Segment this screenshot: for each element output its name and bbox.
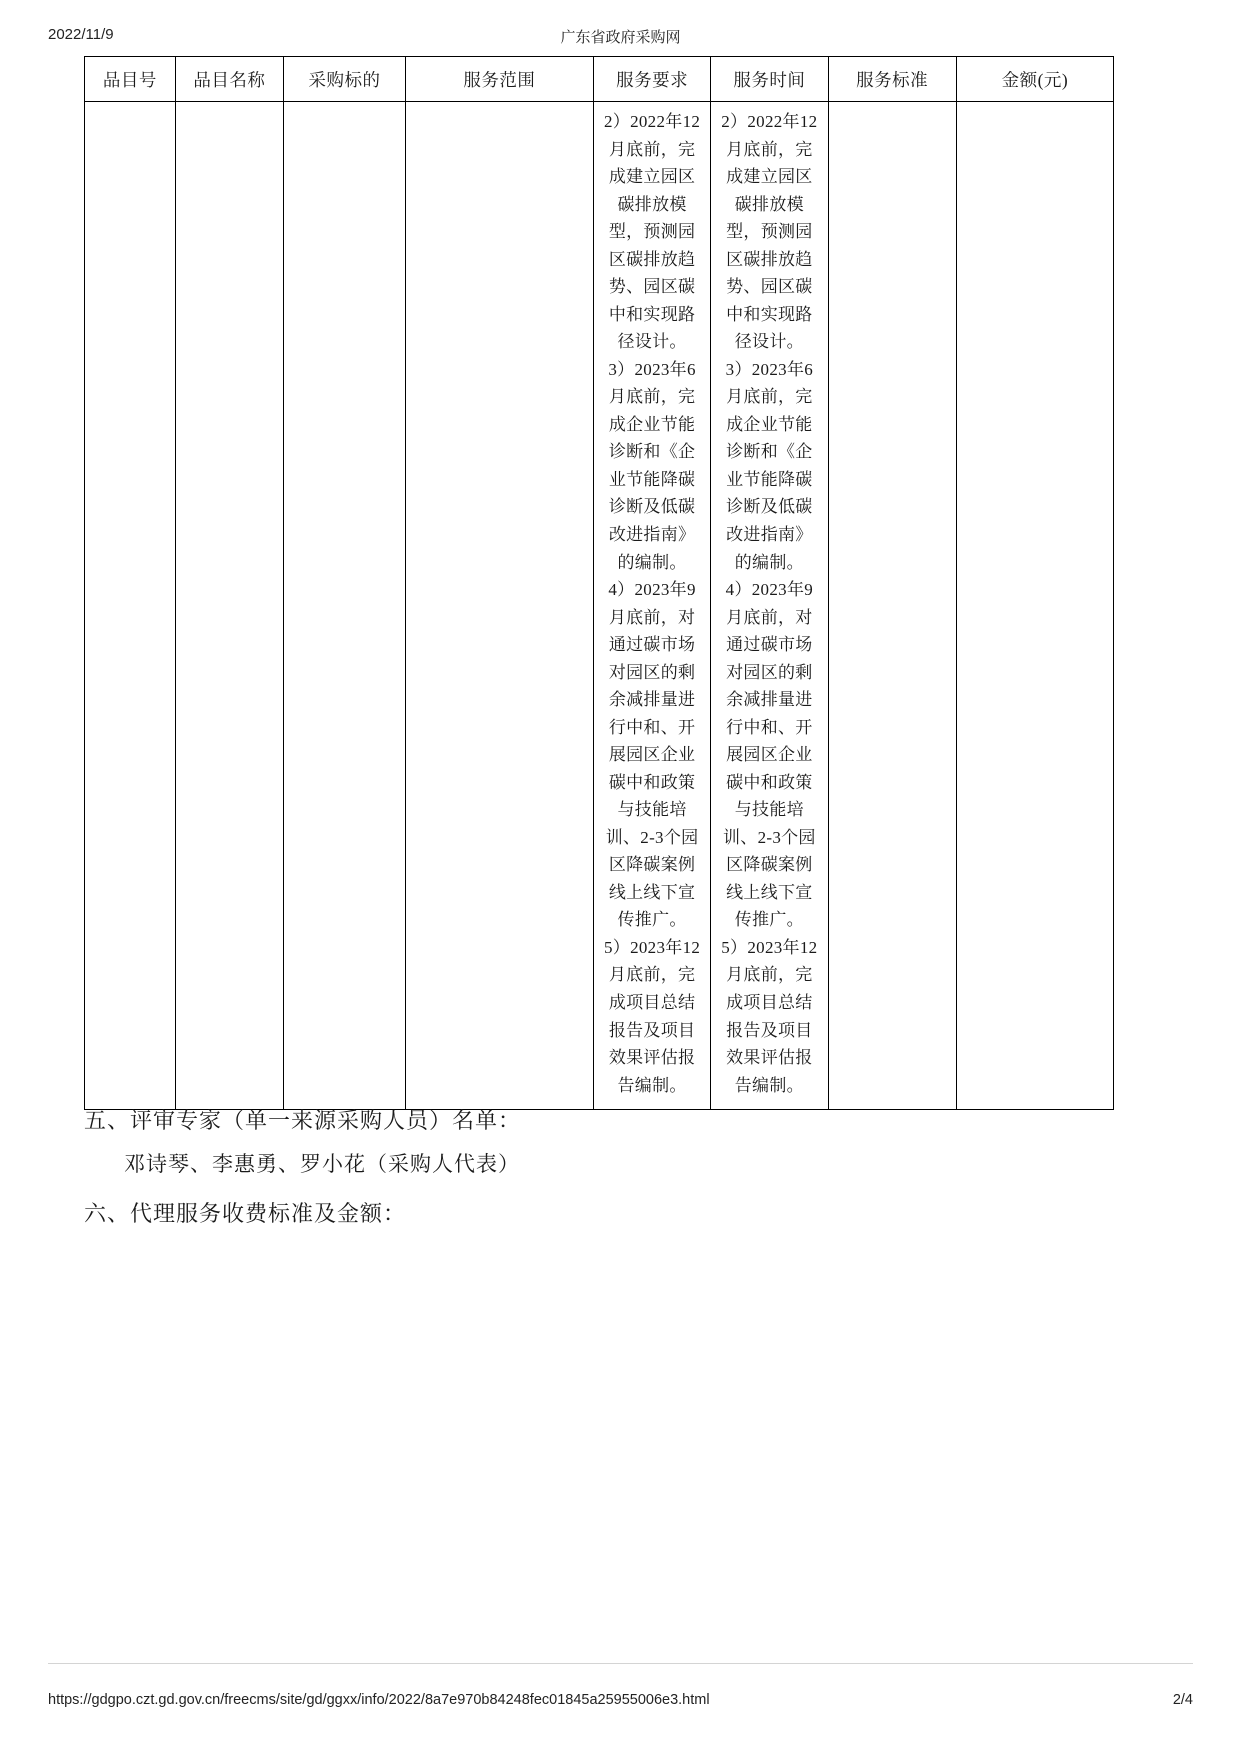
header-date: 2022/11/9: [48, 26, 114, 43]
procurement-table: [84, 56, 1114, 1110]
cell-item-no: [85, 102, 176, 1110]
footer-source-url: https://gdgpo.czt.gd.gov.cn/freecms/site/gd/ggxx/info/2022/8a7e970b84248fec01845a25955006e3.html: [48, 1692, 710, 1708]
table-header-row: [85, 57, 1114, 102]
column-header-scope: 服务范围: [405, 57, 593, 102]
cell-subject: [284, 102, 406, 1110]
cell-time: [711, 102, 828, 1110]
cell-standard: [828, 102, 956, 1110]
footer-page-number: 2/4: [1172, 1692, 1193, 1708]
footer-divider: [48, 1663, 1193, 1664]
section-six-title: 六、代理服务收费标准及金额：: [84, 1201, 407, 1226]
column-header-subject: 采购标的: [284, 57, 406, 102]
section-five-title: 五、评审专家（单一来源采购人员）名单：: [84, 1108, 522, 1133]
requirement-para-4: 4）2023年9月底前，对通过碳市场对园区的剩余减排量进行中和、开展园区企业碳中和政策与技能培训、2-3个园区降碳案例线上线下宣传推广。: [605, 580, 699, 930]
cell-amount: [956, 102, 1113, 1110]
requirement-para-3: 3）2023年6月底前，完成企业节能诊断和《企业节能降碳诊断及低碳改进指南》的编制。: [608, 359, 696, 572]
column-header-item-name: 品目名称: [175, 57, 283, 102]
cell-requirement: [593, 102, 710, 1110]
requirement-para-5: 5）2023年12月底前，完成项目总结报告及项目效果评估报告编制。: [603, 937, 701, 1095]
section-five-expert-names: 邓诗琴、李惠勇、罗小花（采购人代表）: [124, 1152, 520, 1176]
time-paragraphs: [711, 102, 827, 1109]
time-para-3: 3）2023年6月底前，完成企业节能诊断和《企业节能降碳诊断及低碳改进指南》的编制。: [725, 359, 814, 572]
column-header-time: 服务时间: [711, 57, 828, 102]
cell-scope: [405, 102, 593, 1110]
requirement-paragraphs: [594, 102, 710, 1109]
time-para-4: 4）2023年9月底前，对通过碳市场对园区的剩余减排量进行中和、开展园区企业碳中和政策与技能培训、2-3个园区降碳案例线上线下宣传推广。: [722, 580, 816, 930]
column-header-item-no: 品目号: [85, 57, 176, 102]
column-header-amount: 金额(元): [956, 57, 1113, 102]
time-para-2: 2）2022年12月底前，完成建立园区碳排放模型，预测园区碳排放趋势、园区碳中和实现路径设计。: [721, 112, 818, 352]
time-para-5: 5）2023年12月底前，完成项目总结报告及项目效果评估报告编制。: [721, 937, 818, 1095]
cell-item-name: [175, 102, 283, 1110]
page-footer: [0, 1692, 1241, 1712]
column-header-requirement: 服务要求: [593, 57, 710, 102]
column-header-standard: 服务标准: [828, 57, 956, 102]
page-header: [0, 26, 1241, 46]
requirement-para-2: 2）2022年12月底前，完成建立园区碳排放模型，预测园区碳排放趋势、园区碳中和实现路径设计。: [603, 112, 701, 352]
procurement-table-wrapper: [84, 56, 1114, 1110]
table-row: [85, 102, 1114, 1110]
header-site-title: 广东省政府采购网: [560, 29, 681, 46]
